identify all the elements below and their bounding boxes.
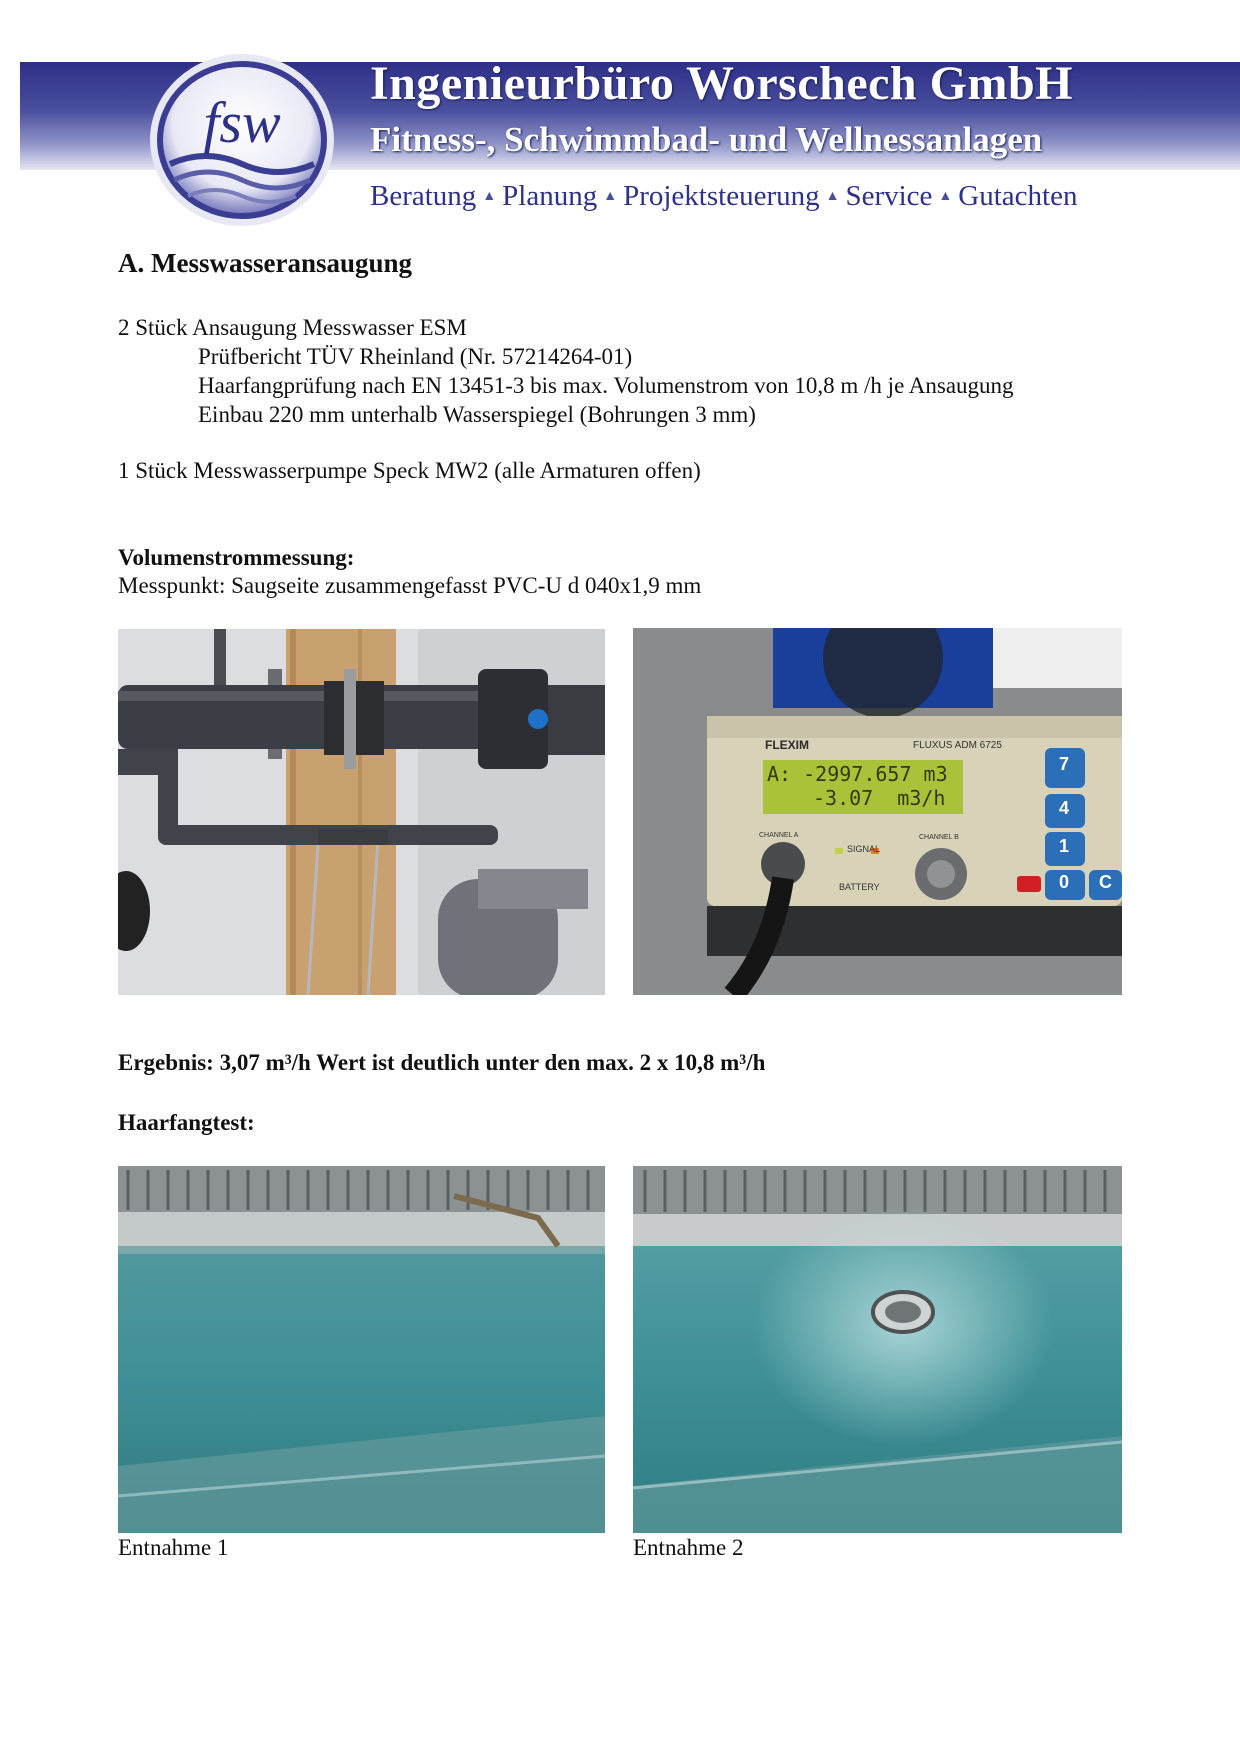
meter-key-0: 0 <box>1059 872 1070 892</box>
photo-flowmeter <box>633 628 1122 995</box>
item-ansaugung: 2 Stück Ansaugung Messwasser ESM <box>118 315 467 340</box>
section-title: A. Messwasseransaugung <box>118 248 413 278</box>
meter-channel-b: CHANNEL B <box>919 834 959 841</box>
triangle-icon: ▲ <box>482 189 497 204</box>
meter-signal: SIGNAL <box>847 844 881 854</box>
volume-heading: Volumenstrommessung: <box>118 545 355 570</box>
detail-haarfang: Haarfangprüfung nach EN 13451-3 bis max. Volumenstrom von 10,8 m /h je Ansaugung <box>198 373 1014 398</box>
photo-entnahme-2 <box>633 1166 1122 1533</box>
meter-brand: FLEXIM <box>765 738 809 752</box>
triangle-icon: ▲ <box>603 189 618 204</box>
service-planung: Planung <box>502 180 598 212</box>
service-projektsteuerung: Projektsteuerung <box>623 180 820 212</box>
meter-key-c: C <box>1099 872 1112 892</box>
fsw-logo <box>148 52 336 228</box>
measuring-point: Messpunkt: Saugseite zusammengefasst PVC-U d 040x1,9 mm <box>118 573 702 598</box>
meter-channel-a: CHANNEL A <box>759 832 799 839</box>
logo-text: fsw <box>203 90 281 155</box>
service-gutachten: Gutachten <box>958 180 1078 212</box>
service-beratung: Beratung <box>370 180 477 212</box>
photo-entnahme-1 <box>118 1166 605 1533</box>
triangle-icon: ▲ <box>938 189 953 204</box>
service-service: Service <box>845 180 933 212</box>
triangle-icon: ▲ <box>825 189 840 204</box>
item-pumpe: 1 Stück Messwasserpumpe Speck MW2 (alle Armaturen offen) <box>118 458 701 483</box>
caption-entnahme-2: Entnahme 2 <box>633 1535 744 1560</box>
meter-key-1: 1 <box>1059 836 1070 856</box>
meter-key-4: 4 <box>1059 798 1070 818</box>
meter-key-7: 7 <box>1059 754 1070 774</box>
result-text: Ergebnis: 3,07 m³/h Wert ist deutlich unter den max. 2 x 10,8 m³/h <box>118 1050 766 1075</box>
meter-reading-flow: -3.07 m3/h <box>813 786 946 810</box>
caption-entnahme-1: Entnahme 1 <box>118 1535 229 1560</box>
company-name: Ingenieurbüro Worschech GmbH <box>370 57 1073 110</box>
photo-pipes <box>118 629 605 995</box>
hair-test-heading: Haarfangtest: <box>118 1110 255 1135</box>
meter-battery: BATTERY <box>839 882 880 892</box>
meter-reading-total: A: -2997.657 m3 <box>767 762 948 786</box>
company-subtitle: Fitness-, Schwimmbad- und Wellnessanlagen <box>370 120 1043 159</box>
detail-einbau: Einbau 220 mm unterhalb Wasserspiegel (Bohrungen 3 mm) <box>198 402 756 427</box>
services-line <box>370 180 1077 213</box>
meter-model: FLUXUS ADM 6725 <box>913 740 1002 751</box>
detail-pruefbericht: Prüfbericht TÜV Rheinland (Nr. 57214264-01) <box>198 344 633 369</box>
